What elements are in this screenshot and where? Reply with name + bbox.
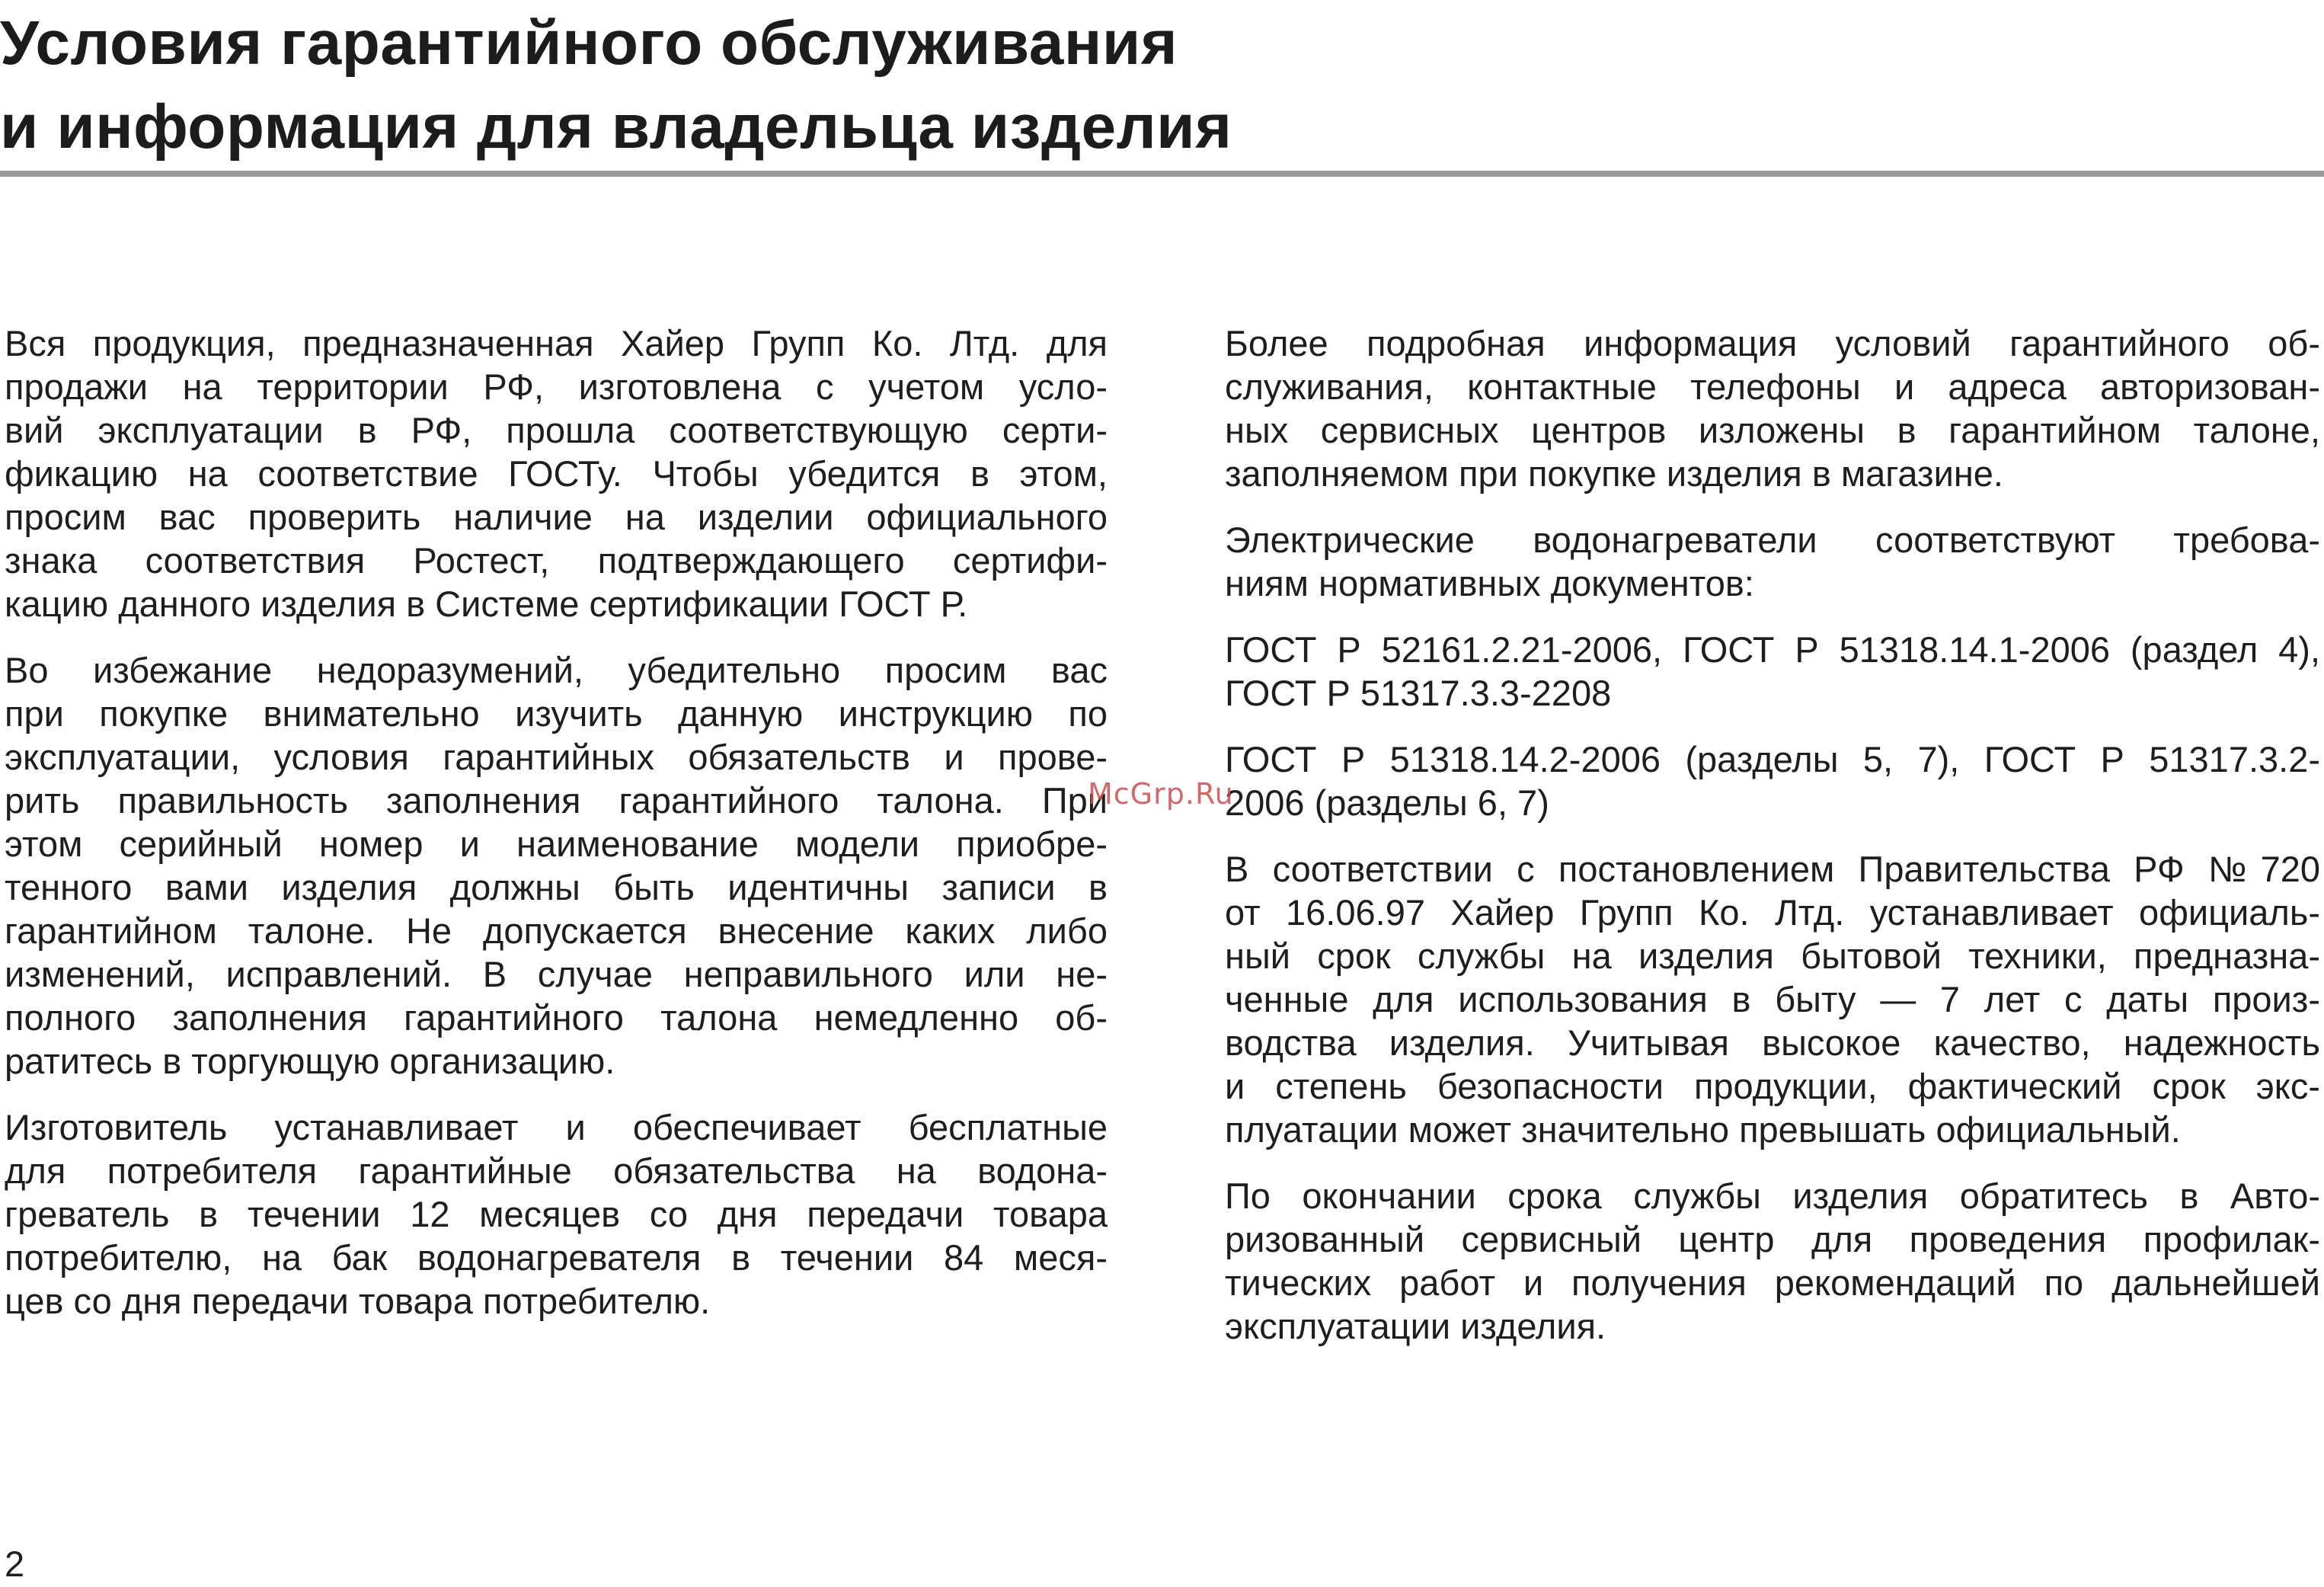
paragraph-line: и степень безопасности продукции, фактический срок экс- — [1225, 1066, 2320, 1106]
left-column — [5, 322, 1108, 1345]
paragraph-line: тенного вами изделия должны быть идентичны записи в — [5, 867, 1108, 907]
paragraph-line: потребителю, на бак водонагревателя в течении 84 меся- — [5, 1237, 1108, 1278]
title-divider — [0, 171, 2324, 177]
paragraph-line: ный срок службы на изделия бытовой техники, предназна- — [1225, 936, 2320, 976]
paragraph-line: изменений, исправлений. В случае неправильного или не- — [5, 954, 1108, 994]
paragraph-line: ратитесь в торгующую организацию. — [5, 1041, 615, 1081]
paragraph-line: этом серийный номер и наименование модели приобре- — [5, 824, 1108, 864]
paragraph-line: гарантийном талоне. Не допускается внесение каких либо — [5, 910, 1108, 951]
paragraph-line: цев со дня передачи товара потребителю. — [5, 1281, 711, 1321]
paragraph-line: фикацию на соответствие ГОСТу. Чтобы убедится в этом, — [5, 453, 1108, 494]
paragraph-line: эксплуатации, условия гарантийных обязательств и прове- — [5, 737, 1108, 777]
paragraph-line: от 16.06.97 Хайер Групп Ко. Лтд. устанавливает официаль- — [1225, 892, 2320, 933]
right-column — [1225, 322, 2320, 1371]
paragraph — [1225, 322, 2320, 495]
title-line-2: и информация для владельца изделия — [0, 92, 1232, 162]
paragraph-line: для потребителя гарантийные обязательства на водона- — [5, 1150, 1108, 1191]
page-title — [0, 2, 2324, 169]
paragraph-line: ченные для использования в быту — 7 лет с даты произ- — [1225, 979, 2320, 1019]
paragraph-line: Более подробная информация условий гарантийного об- — [1225, 323, 2320, 363]
title-line-1: Условия гарантийного обслуживания — [0, 8, 1178, 78]
paragraph-line: знака соответствия Ростест, подтверждающего сертифи- — [5, 540, 1108, 581]
paragraph-line: вий эксплуатации в РФ, прошла соответствующую серти- — [5, 410, 1108, 450]
paragraph-line: По окончании срока службы изделия обратитесь в Авто- — [1225, 1176, 2320, 1216]
paragraph-line: ризованный сервисный центр для проведения профилак- — [1225, 1219, 2320, 1259]
paragraph — [1225, 738, 2320, 824]
paragraph — [5, 322, 1108, 626]
paragraph-line: полного заполнения гарантийного талона немедленно об- — [5, 997, 1108, 1038]
paragraph-line: водства изделия. Учитывая высокое качество, надежность — [1225, 1022, 2320, 1063]
paragraph-line: ниям нормативных документов: — [1225, 563, 1754, 603]
paragraph-line: 2006 (разделы 6, 7) — [1225, 782, 1549, 823]
paragraph-line: плуатации может значительно превышать официальный. — [1225, 1109, 2181, 1150]
paragraph-line: просим вас проверить наличие на изделии официального — [5, 497, 1108, 537]
paragraph — [1225, 1174, 2320, 1348]
paragraph-line: рить правильность заполнения гарантийного талона. При — [5, 780, 1108, 821]
watermark: McGrp.Ru — [1088, 777, 1234, 811]
paragraph-line: В соответствии с постановлением Правительства РФ №720 — [1225, 849, 2320, 889]
page-number: 2 — [5, 1544, 25, 1584]
paragraph-line: греватель в течении 12 месяцев со дня передачи товара — [5, 1194, 1108, 1234]
paragraph — [1225, 518, 2320, 605]
paragraph-line: заполняемом при покупке изделия в магазине. — [1225, 453, 2003, 494]
paragraph-line: ГОСТ Р 51317.3.3-2208 — [1225, 673, 1612, 713]
paragraph — [5, 1105, 1108, 1323]
paragraph-line: Во избежание недоразумений, убедительно просим вас — [5, 650, 1108, 690]
paragraph-line: эксплуатации изделия. — [1225, 1306, 1606, 1346]
paragraph — [1225, 847, 2320, 1151]
paragraph-line: ных сервисных центров изложены в гарантийном талоне, — [1225, 410, 2320, 450]
paragraph-line: тических работ и получения рекомендаций по дальнейшей — [1225, 1262, 2320, 1303]
paragraph-line: ГОСТ Р 52161.2.21-2006, ГОСТ Р 51318.14.1-2006 (раздел 4), — [1225, 629, 2320, 670]
paragraph — [1225, 628, 2320, 715]
paragraph-line: ГОСТ Р 51318.14.2-2006 (разделы 5, 7), ГОСТ Р 51317.3.2- — [1225, 739, 2320, 779]
paragraph-line: при покупке внимательно изучить данную инструкцию по — [5, 693, 1108, 734]
paragraph-line: Электрические водонагреватели соответствуют требова- — [1225, 520, 2320, 560]
paragraph-line: продажи на территории РФ, изготовлена с учетом усло- — [5, 366, 1108, 407]
paragraph-line: Изготовитель устанавливает и обеспечивает бесплатные — [5, 1107, 1108, 1147]
paragraph — [5, 648, 1108, 1083]
paragraph-line: Вся продукция, предназначенная Хайер Групп Ко. Лтд. для — [5, 323, 1108, 363]
paragraph-line: кацию данного изделия в Системе сертификации ГОСТ Р. — [5, 584, 968, 624]
paragraph-line: служивания, контактные телефоны и адреса авторизован- — [1225, 366, 2320, 407]
